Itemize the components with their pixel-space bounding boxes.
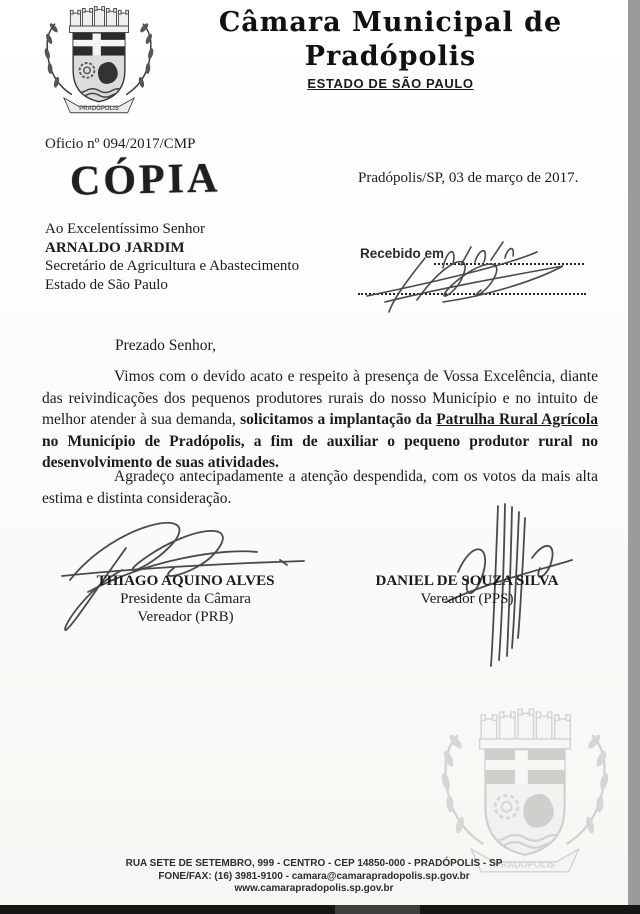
salutation: Prezado Senhor,	[115, 337, 216, 354]
footer-address: RUA SETE DE SETEMBRO, 999 - CENTRO - CEP 14850-000 - PRADÓPOLIS - SP	[125, 858, 503, 869]
footer-website: www.camarapradopolis.sp.gov.br	[234, 883, 394, 894]
signer-role-2: Vereador (PRB)	[137, 609, 234, 625]
dateline: Pradópolis/SP, 03 de março de 2017.	[358, 170, 579, 186]
recipient-block	[45, 220, 299, 294]
signer-name: DANIEL DE SOUZA SILVA	[375, 573, 559, 589]
footer-phone-email: FONE/FAX: (16) 3981-9100 - camara@camarapradopolis.sp.gov.br	[158, 870, 470, 882]
received-signature-dotted-line	[358, 277, 586, 295]
paragraph1-bold-text: solicitamos a implantação da	[240, 411, 437, 428]
body-paragraph-1	[42, 366, 598, 474]
paragraph1-bold-underline-text: Patrulha Rural Agrícola	[436, 411, 598, 428]
paragraph1-bold-text-2: no Município de Pradópolis, a fim de auxiliar o pequeno produtor rural no desenvolvimento de suas atividades.	[42, 432, 598, 471]
state-subtitle: ESTADO DE SÃO PAULO	[307, 76, 474, 91]
signature-block-president	[58, 572, 313, 626]
recipient-role: Secretário de Agricultura e Abastecimento	[45, 258, 300, 274]
signer-role-1: Presidente da Câmara	[120, 591, 251, 607]
organization-title: Câmara Municipal de Pradópolis	[218, 7, 563, 72]
paragraph1-normal-text: Vimos com o devido acato e respeito à presença de Vossa Excelência, diante das reivindicações dos pequenos produtores rurais do nosso Município e no intuito de melhor atender à sua demanda,	[42, 368, 598, 428]
recipient-name: ARNALDO JARDIM	[45, 239, 185, 256]
received-label: Recebido em	[360, 246, 445, 261]
body-paragraph-2: Agradeço antecipadamente a atenção despendida, com os votos da mais alta estima e distinta consideração.	[42, 468, 598, 507]
municipal-coat-of-arms-logo	[33, 2, 165, 122]
signature-block-councilman	[342, 572, 592, 608]
scan-bottom-bar-segment	[335, 905, 420, 914]
signer-role-1: Vereador (PPS)	[420, 591, 514, 607]
letterhead	[168, 6, 613, 91]
scan-bottom-bar	[0, 905, 640, 914]
document-reference-number: Oficio nº 094/2017/CMP	[45, 136, 196, 152]
copy-stamp: CÓPIA	[69, 155, 221, 205]
recipient-honorific: Ao Excelentíssimo Senhor	[45, 221, 205, 237]
scan-edge-shadow	[628, 0, 640, 914]
received-date-dotted-line	[434, 247, 584, 265]
footer-contact-block	[0, 858, 628, 896]
signer-name: THIAGO AQUINO ALVES	[96, 573, 275, 589]
recipient-region: Estado de São Paulo	[45, 276, 168, 293]
